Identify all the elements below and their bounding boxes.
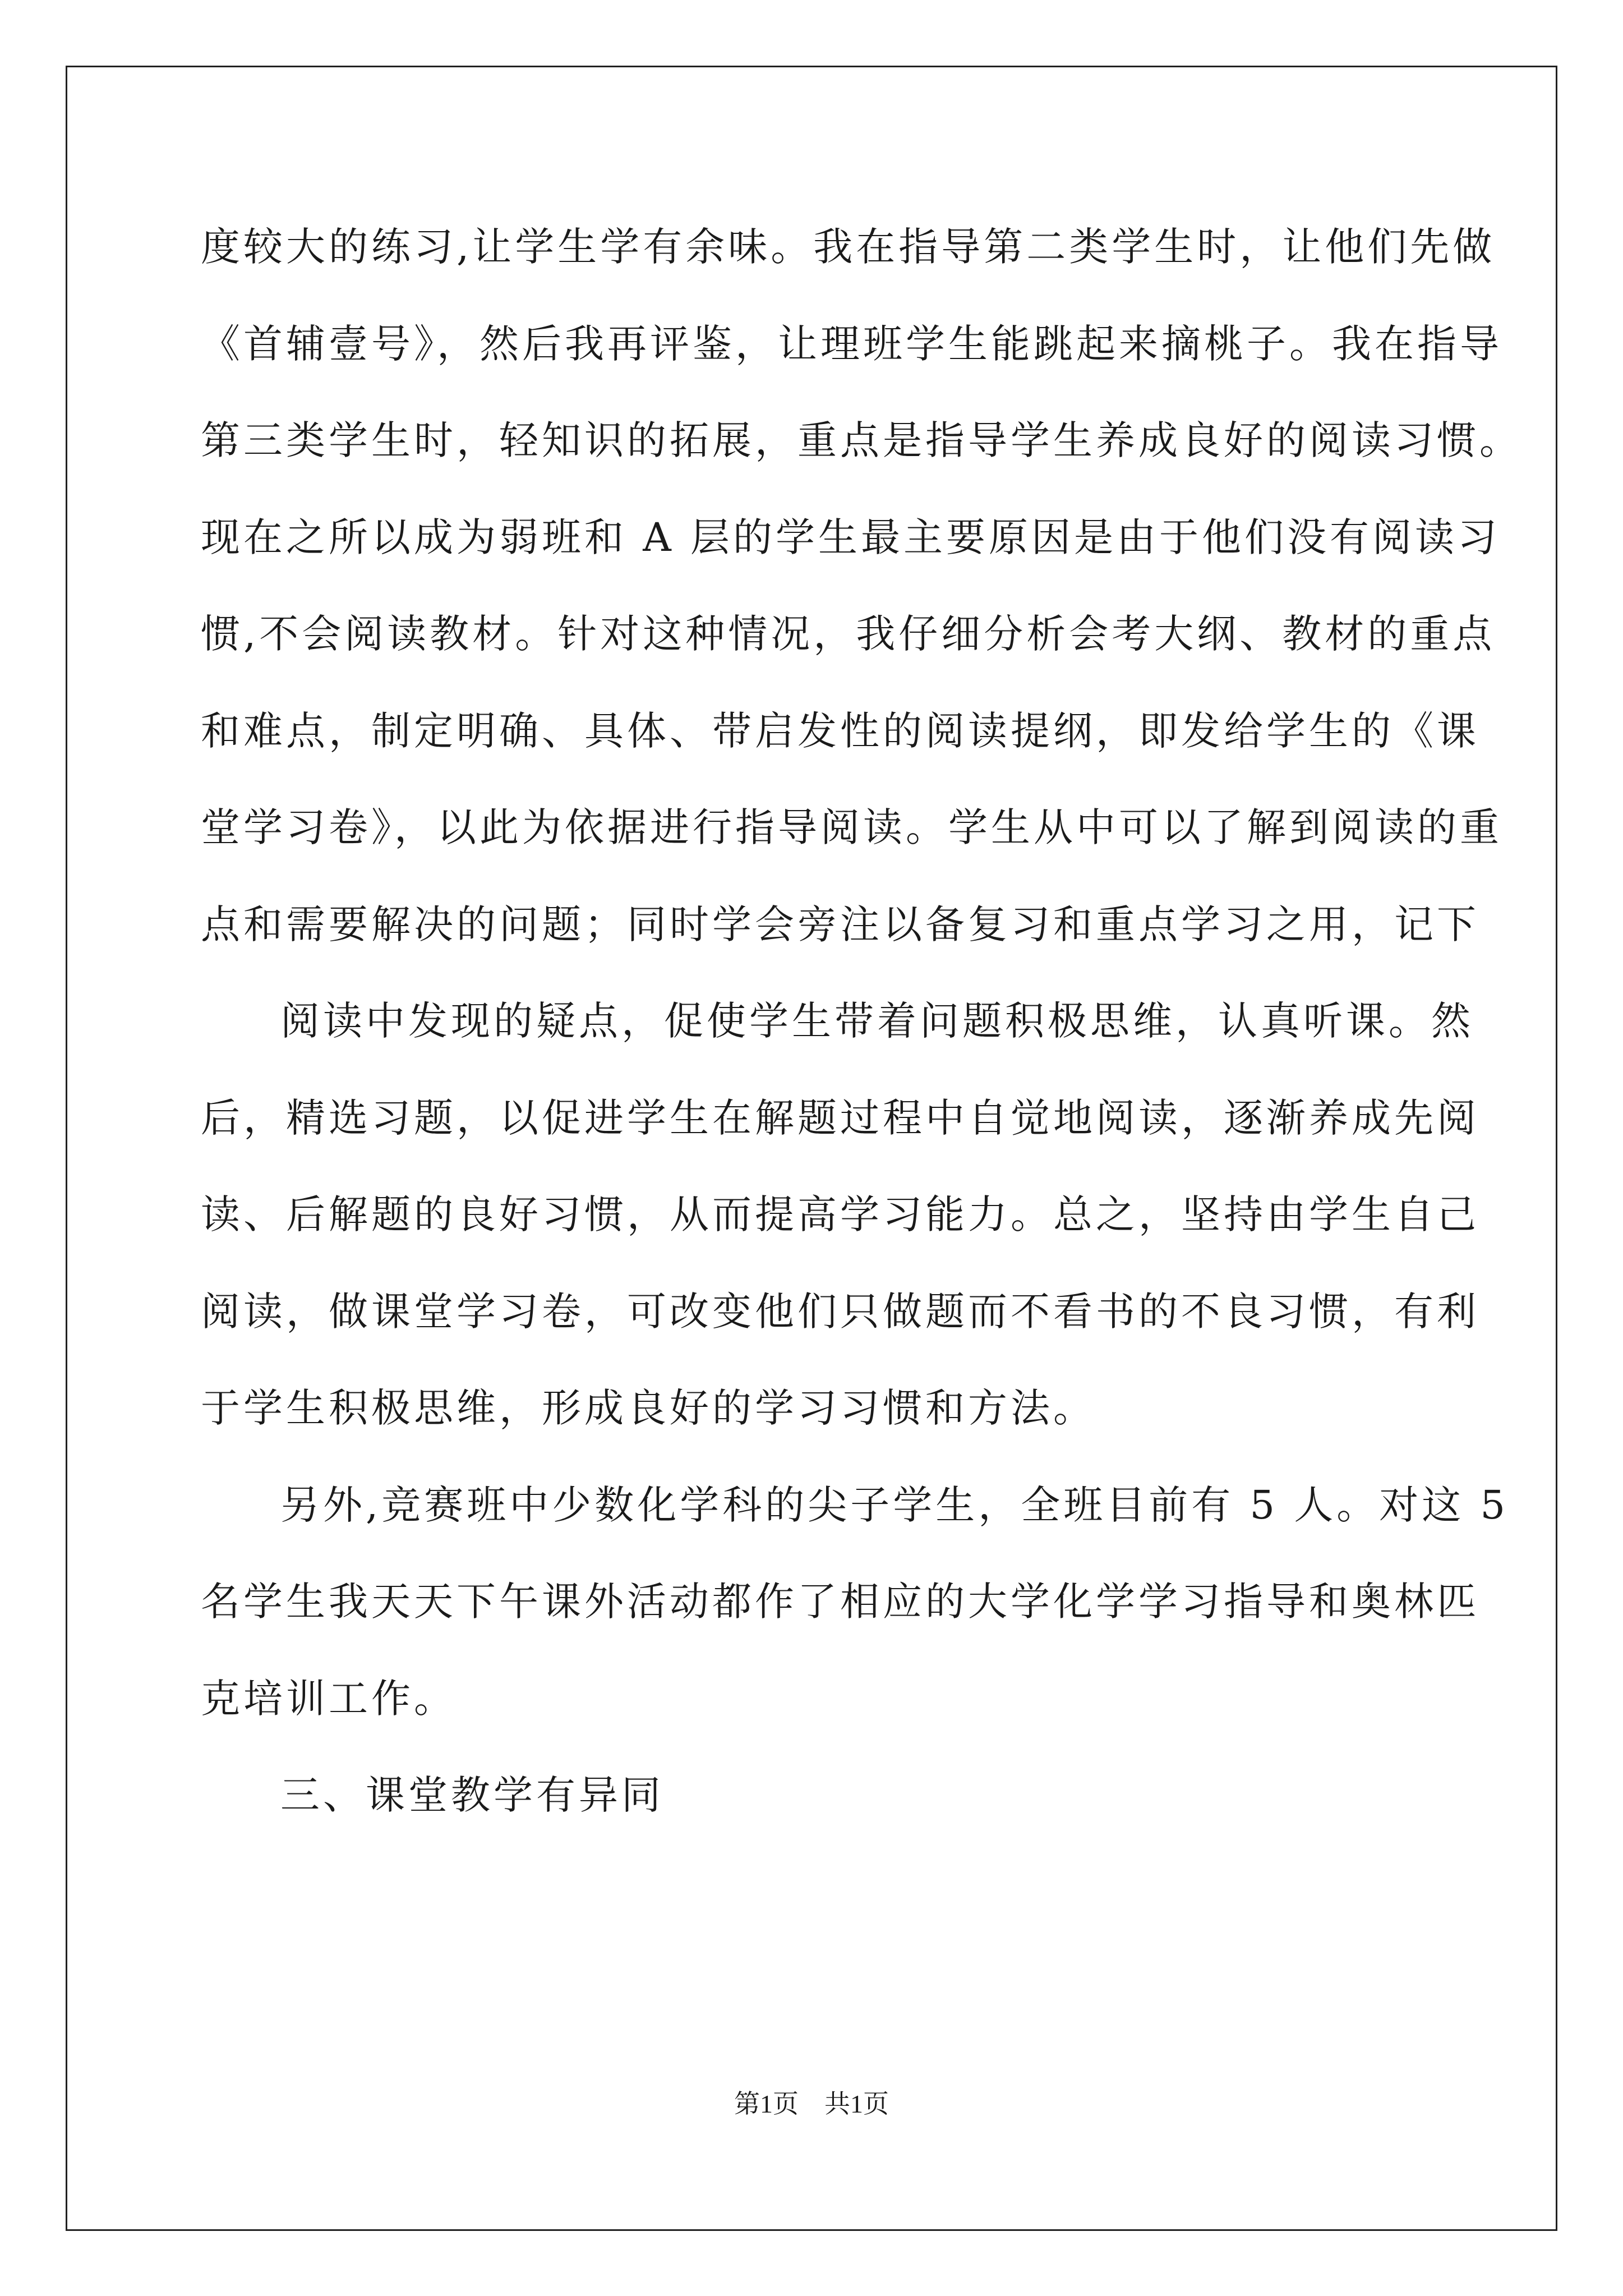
- text-line: 惯,不会阅读教材。针对这种情况，我仔细分析会考大纲、教材的重点: [201, 611, 1496, 657]
- text-line: 度较大的练习,让学生学有余味。我在指导第二类学生时，让他们先做: [201, 224, 1496, 270]
- text-line: 另外,竞赛班中少数化学科的尖子学生，全班目前有 5 人。对这 5: [280, 1482, 1509, 1528]
- text-line: 后，精选习题，以促进学生在解题过程中自觉地阅读，逐渐养成先阅: [201, 1095, 1479, 1141]
- page-number: 第1页 共1页: [734, 2090, 889, 2118]
- text-line: 《首辅壹号》，然后我再评鉴，让理班学生能跳起来摘桃子。我在指导: [201, 321, 1502, 367]
- text-line: 点和需要解决的问题；同时学会旁注以备复习和重点学习之用，记下: [201, 901, 1479, 947]
- text-line: 名学生我天天下午课外活动都作了相应的大学化学学习指导和奥林匹: [201, 1579, 1479, 1625]
- text-line: 堂学习卷》，以此为依据进行指导阅读。学生从中可以了解到阅读的重: [201, 804, 1502, 850]
- text-line: 读、后解题的良好习惯，从而提高学习能力。总之，坚持由学生自己: [201, 1191, 1479, 1237]
- section-heading: 三、课堂教学有异同: [280, 1772, 664, 1818]
- text-line: 和难点，制定明确、具体、带启发性的阅读提纲，即发给学生的《课: [201, 708, 1479, 754]
- page-border: [66, 66, 1557, 2231]
- text-line: 克培训工作。: [201, 1676, 457, 1722]
- text-line: 第三类学生时，轻知识的拓展，重点是指导学生养成良好的阅读习惯。: [201, 417, 1522, 463]
- text-line: 现在之所以成为弱班和 A 层的学生最主要原因是由于他们没有阅读习: [201, 514, 1501, 560]
- text-line: 于学生积极思维，形成良好的学习习惯和方法。: [201, 1385, 1096, 1431]
- text-line: 阅读，做课堂学习卷，可改变他们只做题而不看书的不良习惯，有利: [201, 1289, 1479, 1335]
- text-line: 阅读中发现的疑点，促使学生带着问题积极思维，认真听课。然: [280, 998, 1474, 1044]
